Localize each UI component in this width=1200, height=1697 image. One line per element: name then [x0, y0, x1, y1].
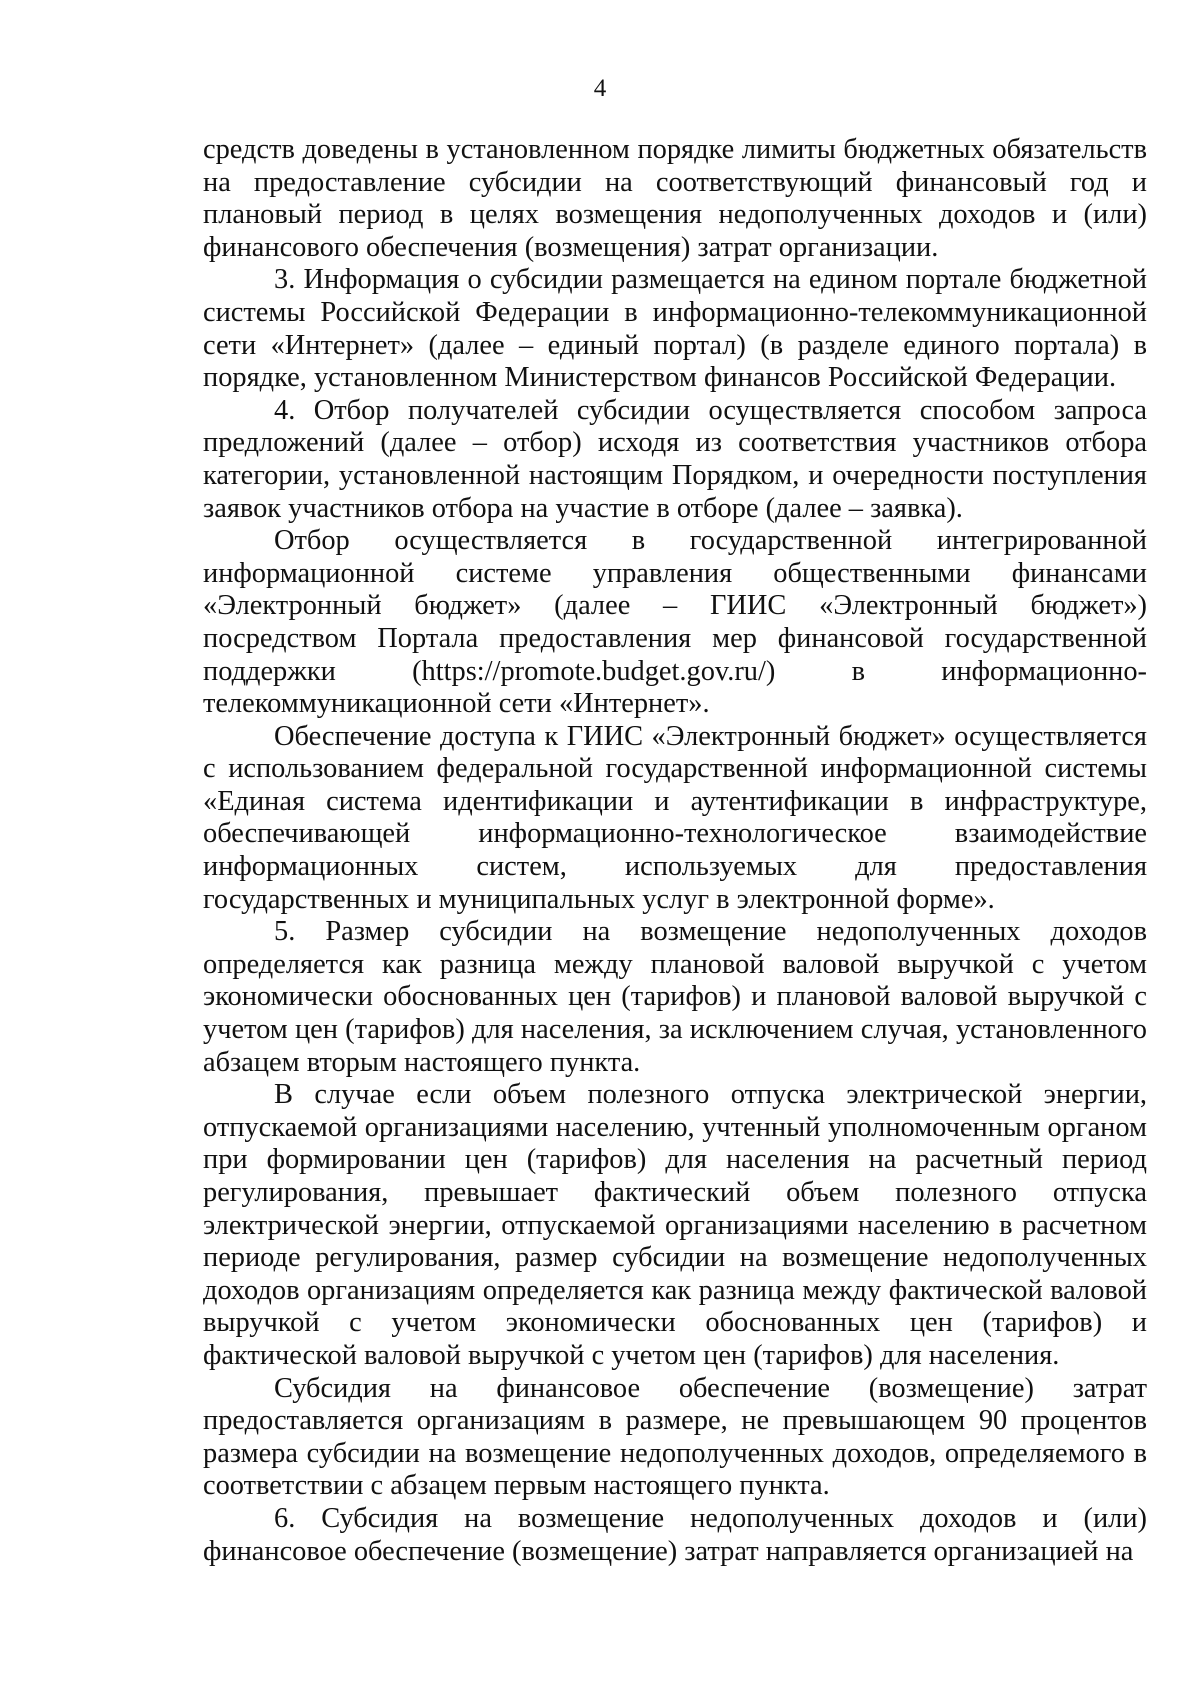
paragraph-4-selection: 4. Отбор получателей субсидии осуществляется способом запроса предложений (далее – отбор) исходя из соответствия участников отбора категории, установленной настоящим Порядком, и очередности поступления заявок участников отбора на участие в отборе (далее – заявка).: [203, 394, 1147, 524]
paragraph-access: Обеспечение доступа к ГИИС «Электронный бюджет» осуществляется с использованием федеральной государственной информационной системы «Единая система идентификации и аутентификации в инфраструктуре, обеспечивающей информационно-технологическое взаимодействие информационных систем, используемых для предоставления государственных и муниципальных услуг в электронной форме».: [203, 720, 1147, 915]
page-number: 4: [593, 75, 607, 102]
paragraph-cost-subsidy: Субсидия на финансовое обеспечение (возмещение) затрат предоставляется организациям в размере, не превышающем 90 процентов размера субсидии на возмещение недополученных доходов, определяемого в соответствии с абзацем первым настоящего пункта.: [203, 1372, 1147, 1502]
paragraph-selection-system: Отбор осуществляется в государственной интегрированной информационной системе управления общественными финансами «Электронный бюджет» (далее – ГИИС «Электронный бюджет») посредством Портала предоставления мер финансовой государственной поддержки (https://promote.budget.gov.ru/) в информационно-телекоммуникационной сети «Интернет».: [203, 525, 1147, 720]
document-body: [203, 134, 1147, 1568]
paragraph-5-subsidy-size: 5. Размер субсидии на возмещение недополученных доходов определяется как разница между плановой валовой выручкой с учетом экономически обоснованных цен (тарифов) и плановой валовой выручкой с учетом цен (тарифов) для населения, за исключением случая, установленного абзацем вторым настоящего пункта.: [203, 916, 1147, 1078]
paragraph-6-direction: 6. Субсидия на возмещение недополученных доходов и (или) финансовое обеспечение (возмещение) затрат направляется организацией на: [203, 1502, 1147, 1567]
paragraph-excess-volume: В случае если объем полезного отпуска электрической энергии, отпускаемой организациями населению, учтенный уполномоченным органом при формировании цен (тарифов) для населения на расчетный период регулирования, превышает фактический объем полезного отпуска электрической энергии, отпускаемой организациями населению в расчетном периоде регулирования, размер субсидии на возмещение недополученных доходов организациям определяется как разница между фактической валовой выручкой с учетом экономически обоснованных цен (тарифов) и фактической валовой выручкой с учетом цен (тарифов) для населения.: [203, 1079, 1147, 1371]
paragraph-3-portal-info: 3. Информация о субсидии размещается на едином портале бюджетной системы Российской Федерации в информационно-телекоммуникационной сети «Интернет» (далее – единый портал) (в разделе единого портала) в порядке, установленном Министерством финансов Российской Федерации.: [203, 264, 1147, 394]
paragraph-continuation: средств доведены в установленном порядке лимиты бюджетных обязательств на предоставление субсидии на соответствующий финансовый год и плановый период в целях возмещения недополученных доходов и (или) финансового обеспечения (возмещения) затрат организации.: [203, 134, 1147, 263]
